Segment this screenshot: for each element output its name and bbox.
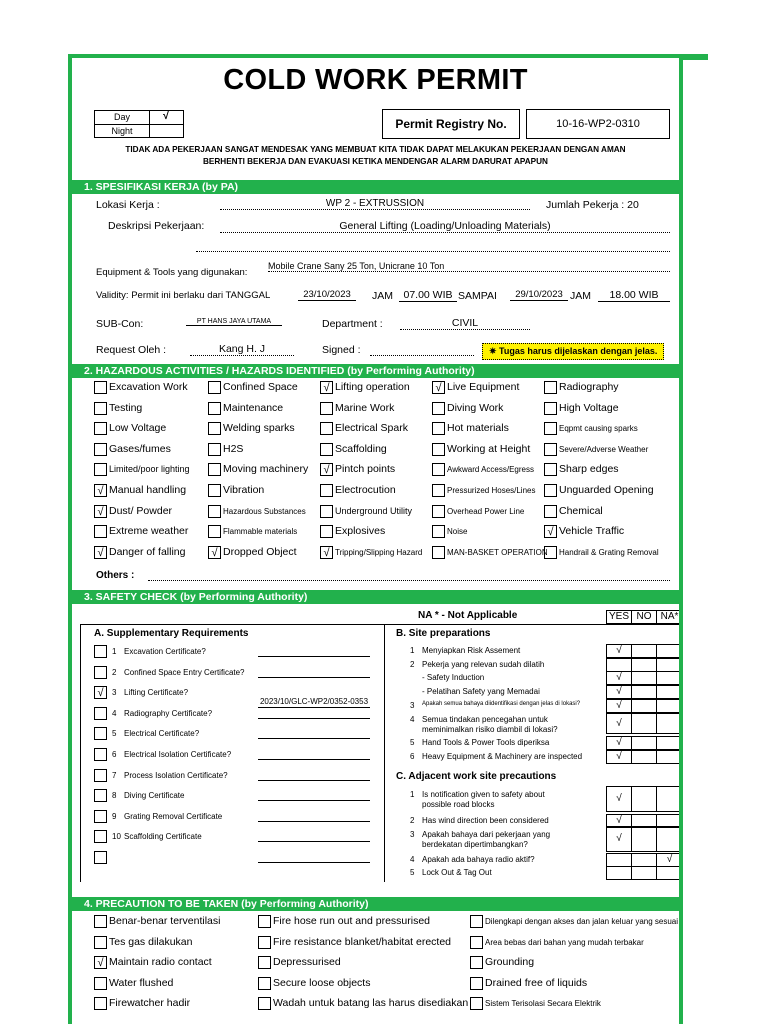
supplementary-label: Grating Removal Certificate (124, 811, 223, 821)
hazard-sharp-edges-checkbox[interactable] (544, 463, 557, 476)
na-cell[interactable] (657, 700, 682, 712)
department-field[interactable]: CIVIL (400, 317, 530, 330)
hazard-low-voltage-checkbox[interactable] (94, 422, 107, 435)
na-cell[interactable] (657, 867, 682, 879)
site-prep-title: B. Site preparations (396, 628, 491, 639)
hazard-man-basket-operation-label: MAN-BASKET OPERATION (447, 547, 548, 557)
precaution-tes-gas-dilakukan-label: Tes gas dilakukan (109, 935, 193, 948)
request-label: Request Oleh : (96, 344, 167, 356)
form-title: COLD WORK PERMIT (223, 64, 528, 96)
supplementary-checkbox[interactable] (94, 789, 107, 802)
check-number: 3 (410, 830, 415, 839)
hazard-overhead-power-line-label: Overhead Power Line (447, 506, 525, 516)
no-cell[interactable] (632, 672, 657, 684)
precaution-depressurised-checkbox[interactable] (258, 956, 271, 969)
precaution-secure-loose-objects-checkbox[interactable] (258, 977, 271, 990)
no-cell[interactable] (632, 787, 657, 811)
certificate-number-field[interactable] (258, 656, 370, 657)
hazard-pressurized-hoses-lines-checkbox[interactable] (432, 484, 445, 497)
hazard-hazardous-substances-label: Hazardous Substances (223, 506, 306, 516)
precaution-fire-hose-run-out-and-pressurised-checkbox[interactable] (258, 915, 271, 928)
na-header: NA* (660, 611, 679, 622)
hazard-awkward-access-egress-label: Awkward Access/Egress (447, 465, 534, 475)
precaution-firewatcher-hadir-label: Firewatcher hadir (109, 997, 191, 1010)
hazard-tripping-slipping-hazard-checkbox[interactable]: √ (320, 546, 333, 559)
others-label: Others : (96, 570, 135, 581)
hazard-welding-sparks-checkbox[interactable] (208, 422, 221, 435)
yes-cell[interactable]: √ (607, 751, 632, 763)
supplementary-label: Electrical Certificate? (124, 729, 200, 739)
check-label: - Safety Induction (422, 673, 485, 682)
day-label: Day (113, 112, 130, 122)
hazard-flammable-materials-checkbox[interactable] (208, 525, 221, 538)
na-cell[interactable] (657, 751, 682, 763)
no-cell[interactable] (632, 867, 657, 879)
yes-cell[interactable]: √ (607, 686, 632, 698)
hazard-noise-checkbox[interactable] (432, 525, 445, 538)
hazard-h2s-label: H2S (223, 442, 244, 455)
shift-table (94, 110, 184, 138)
supplementary-number: 10 (112, 832, 121, 842)
no-cell[interactable] (632, 827, 657, 851)
hazard-electrocution-label: Electrocution (335, 484, 396, 496)
precaution-depressurised-label: Depressurised (273, 956, 341, 969)
time-from[interactable]: 07.00 WIB (399, 289, 457, 302)
precaution-wadah-untuk-batang-las-harus-disediakan-label: Wadah untuk batang las harus disediakan (273, 997, 469, 1010)
supplementary-title: A. Supplementary Requirements (94, 628, 249, 639)
precaution-benar-benar-terventilasi-label: Benar-benar terventilasi (109, 915, 221, 927)
jam-label-2: JAM (570, 290, 591, 302)
yes-cell[interactable]: √ (607, 827, 632, 851)
hazard-vehicle-traffic-label: Vehicle Traffic (559, 525, 625, 538)
check-label: Is notification given to safety about (422, 790, 545, 799)
supplementary-number: 8 (112, 791, 117, 801)
check-cells (606, 713, 683, 734)
hazard-eqpmt-causing-sparks-checkbox[interactable] (544, 422, 557, 435)
hazard-underground-utility-checkbox[interactable] (320, 505, 333, 518)
supplementary-number: 1 (112, 647, 117, 656)
certificate-number-field[interactable] (258, 759, 370, 760)
hazard-diving-work-label: Diving Work (447, 401, 504, 414)
supplementary-checkbox[interactable] (94, 851, 107, 864)
yes-cell[interactable]: √ (607, 645, 632, 657)
check-label: Semua tindakan pencegahan untuk (422, 715, 548, 724)
hazard-explosives-label: Explosives (335, 525, 386, 538)
hazard-testing-checkbox[interactable] (94, 402, 107, 415)
precaution-area-bebas-dari-bahan-yang-mudah-terbakar-label: Area bebas dari bahan yang mudah terbakar (485, 937, 644, 947)
precaution-sistem-terisolasi-secara-elektrik-label: Sistem Terisolasi Secara Elektrik (485, 999, 601, 1009)
hazard-extreme-weather-checkbox[interactable] (94, 525, 107, 538)
hazard-working-at-height-label: Working at Height (447, 442, 531, 455)
yes-cell[interactable]: √ (607, 700, 632, 712)
check-cells (606, 826, 683, 852)
check-number: 6 (410, 752, 415, 761)
hazard-danger-of-falling-checkbox[interactable]: √ (94, 546, 107, 559)
certificate-number-field[interactable] (258, 738, 370, 739)
hazard-severe-adverse-weather-label: Severe/Adverse Weather (559, 444, 649, 454)
section-1-header: 1. SPESIFIKASI KERJA (by PA) (72, 180, 679, 194)
hazard-high-voltage-label: High Voltage (559, 401, 619, 414)
na-cell[interactable] (657, 659, 682, 671)
hazard-gases-fumes-checkbox[interactable] (94, 443, 107, 456)
yes-cell[interactable] (607, 659, 632, 671)
supplementary-label: Scaffolding Certificate (124, 832, 202, 842)
check-label: Lock Out & Tag Out (422, 868, 492, 877)
hazard-hazardous-substances-checkbox[interactable] (208, 505, 221, 518)
check-label: - Pelatihan Safety yang Memadai (422, 687, 540, 696)
instruction-note: ✷ Tugas harus dijelaskan dengan jelas. (482, 343, 664, 360)
supplementary-label: Electrical Isolation Certificate? (124, 750, 232, 759)
precaution-grounding-label: Grounding (485, 956, 535, 969)
check-number: 2 (410, 660, 415, 669)
precaution-fire-hose-run-out-and-pressurised-label: Fire hose run out and pressurised (273, 915, 431, 927)
na-legend: NA * - Not Applicable (418, 610, 518, 621)
precaution-wadah-untuk-batang-las-harus-disediakan-checkbox[interactable] (258, 997, 271, 1010)
check-label: Menyiapkan Risk Assement (422, 646, 521, 655)
subcon-label: SUB-Con: (96, 318, 144, 330)
hazard-welding-sparks-label: Welding sparks (223, 422, 295, 435)
hazard-underground-utility-label: Underground Utility (335, 505, 413, 516)
check-number: 5 (410, 868, 415, 877)
no-cell[interactable] (632, 854, 657, 866)
precaution-water-flushed-label: Water flushed (109, 976, 174, 989)
hazard-maintenance-checkbox[interactable] (208, 402, 221, 415)
time-to[interactable]: 18.00 WIB (598, 289, 670, 302)
hazard-lifting-operation-label: Lifting operation (335, 381, 410, 393)
precaution-drained-free-of-liquids-checkbox[interactable] (470, 977, 483, 990)
hazard-diving-work-checkbox[interactable] (432, 402, 445, 415)
deskripsi-field[interactable]: General Lifting (Loading/Unloading Materials) (220, 220, 670, 233)
hazard-dust-powder-label: Dust/ Powder (109, 504, 173, 517)
supplementary-checkbox[interactable] (94, 830, 107, 843)
supplementary-number: 7 (112, 770, 117, 780)
supplementary-checkbox[interactable] (94, 769, 107, 782)
adjacent-title: C. Adjacent work site precautions (396, 771, 557, 782)
hazard-electrocution-checkbox[interactable] (320, 484, 333, 497)
check-label: Hand Tools & Power Tools diperiksa (422, 738, 550, 747)
precaution-dilengkapi-dengan-akses-dan-jalan-keluar-yang-sesuai-label: Dilengkapi dengan akses dan jalan keluar yang sesuai (485, 917, 679, 926)
hazard-radiography-label: Radiography (559, 381, 619, 393)
hazard-lifting-operation-checkbox[interactable]: √ (320, 381, 333, 394)
lokasi-field[interactable]: WP 2 - EXTRUSSION (220, 198, 530, 210)
jam-label-1: JAM (372, 290, 393, 302)
hazard-gases-fumes-label: Gases/fumes (109, 442, 171, 455)
hazard-hot-materials-label: Hot materials (447, 422, 509, 435)
na-cell[interactable] (657, 787, 682, 811)
hazard-extreme-weather-label: Extreme weather (109, 525, 189, 538)
no-cell[interactable] (632, 659, 657, 671)
equipment-label: Equipment & Tools yang digunakan: (96, 267, 248, 278)
check-number: 4 (410, 855, 415, 864)
yes-cell[interactable]: √ (607, 787, 632, 811)
hazard-live-equipment-checkbox[interactable]: √ (432, 381, 445, 394)
supplementary-checkbox[interactable] (94, 666, 107, 679)
certificate-number-field[interactable] (258, 780, 370, 781)
yes-cell[interactable]: √ (607, 815, 632, 827)
hazard-manual-handling-label: Manual handling (109, 484, 187, 496)
check-cells (606, 685, 683, 699)
hazard-scaffolding-checkbox[interactable] (320, 443, 333, 456)
hazard-unguarded-opening-label: Unguarded Opening (559, 484, 654, 496)
check-cells (606, 866, 683, 880)
hazard-vehicle-traffic-checkbox[interactable]: √ (544, 525, 557, 538)
supplementary-checkbox[interactable] (94, 707, 107, 720)
check-header (606, 610, 683, 624)
certificate-number-field[interactable] (258, 800, 370, 801)
no-cell[interactable] (632, 737, 657, 749)
certificate-number-field[interactable] (258, 677, 370, 678)
check-cells (606, 853, 683, 867)
hazard-high-voltage-checkbox[interactable] (544, 402, 557, 415)
section-3-header: 3. SAFETY CHECK (by Performing Authority) (72, 590, 679, 604)
hazard-eqpmt-causing-sparks-label: Eqpmt causing sparks (559, 424, 638, 434)
supplementary-number: 3 (112, 688, 117, 698)
hazard-hot-materials-checkbox[interactable] (432, 422, 445, 435)
hazard-vibration-checkbox[interactable] (208, 484, 221, 497)
supplementary-checkbox[interactable] (94, 810, 107, 823)
supplementary-label: Diving Certificate (124, 791, 185, 801)
no-header: NO (632, 611, 657, 623)
section-2-header: 2. HAZARDOUS ACTIVITIES / HAZARDS IDENTIFIED (by Performing Authority) (72, 364, 679, 378)
section-4-header: 4. PRECAUTION TO BE TAKEN (by Performing Authority) (72, 897, 679, 911)
precaution-tes-gas-dilakukan-checkbox[interactable] (94, 936, 107, 949)
hazard-pressurized-hoses-lines-label: Pressurized Hoses/Lines (447, 486, 536, 495)
na-cell[interactable] (657, 714, 682, 733)
supplementary-label: Excavation Certificate? (124, 647, 206, 656)
check-number: 1 (410, 646, 415, 655)
permit-form (68, 54, 683, 1024)
check-label: Apakah semua bahaya diidentifikasi dengan jelas di lokasi? (422, 701, 581, 707)
supplementary-label: Process Isolation Certificate? (124, 770, 228, 780)
precaution-benar-benar-terventilasi-checkbox[interactable] (94, 915, 107, 928)
yes-cell[interactable]: √ (607, 672, 632, 684)
check-number: 1 (410, 790, 415, 799)
na-cell[interactable] (657, 686, 682, 698)
hazard-danger-of-falling-label: Danger of falling (109, 545, 186, 558)
no-cell[interactable] (632, 700, 657, 712)
hazard-moving-machinery-checkbox[interactable] (208, 463, 221, 476)
yes-cell[interactable] (607, 867, 632, 879)
date-from[interactable]: 23/10/2023 (298, 289, 356, 301)
hazard-handrail-grating-removal-label: Handrail & Grating Removal (559, 547, 659, 557)
precaution-firewatcher-hadir-checkbox[interactable] (94, 997, 107, 1010)
hazard-severe-adverse-weather-checkbox[interactable] (544, 443, 557, 456)
certificate-number-field[interactable] (258, 821, 370, 822)
check-cells (606, 658, 683, 672)
certificate-number-field[interactable] (258, 841, 370, 842)
na-cell[interactable]: √ (666, 854, 673, 865)
yes-cell[interactable]: √ (607, 714, 632, 733)
equipment-field[interactable]: Mobile Crane Sany 25 Ton, Unicrane 10 Ton (268, 261, 670, 272)
supplementary-number: 6 (112, 750, 117, 759)
check-number: 4 (410, 715, 415, 724)
precaution-fire-resistance-blanket-habitat-erected-checkbox[interactable] (258, 936, 271, 949)
certificate-number-field[interactable] (258, 862, 370, 863)
no-cell[interactable] (632, 686, 657, 698)
precaution-maintain-radio-contact-checkbox[interactable]: √ (94, 956, 107, 969)
hazard-manual-handling-checkbox[interactable]: √ (94, 484, 107, 497)
check-cells (606, 671, 683, 685)
signed-label: Signed : (322, 344, 361, 356)
supplementary-checkbox[interactable] (94, 645, 107, 658)
hazard-scaffolding-label: Scaffolding (335, 442, 387, 455)
check-label-2: berdekatan dipertimbangkan? (422, 840, 528, 849)
hazard-awkward-access-egress-checkbox[interactable] (432, 463, 445, 476)
hazard-h2s-checkbox[interactable] (208, 443, 221, 456)
supplementary-number: 5 (112, 729, 117, 739)
check-label: Pekerja yang relevan sudah dilatih (422, 660, 545, 669)
request-field[interactable]: Kang H. J (190, 343, 294, 356)
warning-line-1: TIDAK ADA PEKERJAAN SANGAT MENDESAK YANG MEMBUAT KITA TIDAK DAPAT MELAKUKAN PEKERJAAN DENGAN AMAN (125, 145, 626, 154)
hazard-moving-machinery-label: Moving machinery (223, 463, 309, 476)
certificate-number-field[interactable] (258, 718, 370, 719)
na-cell[interactable] (657, 737, 682, 749)
check-label-2: possible road blocks (422, 800, 495, 809)
supplementary-number: 2 (112, 667, 117, 677)
check-cells (606, 699, 683, 713)
hazard-explosives-checkbox[interactable] (320, 525, 333, 538)
supplementary-label: Radiography Certificate? (124, 708, 213, 718)
hazard-handrail-grating-removal-checkbox[interactable] (544, 546, 557, 559)
hazard-dropped-object-checkbox[interactable]: √ (208, 546, 221, 559)
hazard-dust-powder-checkbox[interactable]: √ (94, 505, 107, 518)
precaution-dilengkapi-dengan-akses-dan-jalan-keluar-yang-sesuai-checkbox[interactable] (470, 915, 483, 928)
precaution-water-flushed-checkbox[interactable] (94, 977, 107, 990)
yes-cell[interactable]: √ (607, 737, 632, 749)
hazard-limited-poor-lighting-checkbox[interactable] (94, 463, 107, 476)
precaution-sistem-terisolasi-secara-elektrik-checkbox[interactable] (470, 997, 483, 1010)
hazard-limited-poor-lighting-label: Limited/poor lighting (109, 464, 190, 475)
check-number: 2 (410, 816, 415, 825)
hazard-maintenance-label: Maintenance (223, 401, 284, 414)
na-cell[interactable] (657, 672, 682, 684)
department-label: Department : (322, 318, 383, 330)
check-number: 3 (410, 701, 415, 710)
hazard-marine-work-label: Marine Work (335, 401, 395, 414)
supplementary-checkbox[interactable] (94, 727, 107, 740)
sampai-label: SAMPAI (458, 290, 497, 302)
lokasi-label: Lokasi Kerja : (96, 199, 160, 211)
supplementary-number: 4 (112, 708, 117, 718)
check-label: Has wind direction been considered (422, 816, 549, 825)
supplementary-label: Lifting Certificate? (124, 688, 189, 698)
deskripsi-line-2[interactable] (196, 240, 670, 252)
no-cell[interactable] (632, 714, 657, 733)
hazard-testing-label: Testing (109, 401, 143, 414)
jumlah-pekerja: Jumlah Pekerja : 20 (546, 199, 639, 211)
precaution-grounding-checkbox[interactable] (470, 956, 483, 969)
validity-label: Validity: Permit ini berlaku dari TANGGAL (96, 290, 271, 301)
precaution-area-bebas-dari-bahan-yang-mudah-terbakar-checkbox[interactable] (470, 936, 483, 949)
hazard-excavation-work-label: Excavation Work (109, 381, 188, 393)
precaution-maintain-radio-contact-label: Maintain radio contact (109, 956, 212, 969)
supplementary-checkbox[interactable] (94, 748, 107, 761)
check-label: Heavy Equipment & Machinery are inspected (422, 752, 583, 761)
check-number: 5 (410, 738, 415, 747)
check-label-2: meminimalkan risiko diambil di lokasi? (422, 725, 558, 734)
hazard-overhead-power-line-checkbox[interactable] (432, 505, 445, 518)
warning-text (72, 144, 679, 168)
na-cell[interactable] (657, 645, 682, 657)
check-cells (606, 736, 683, 750)
hazard-pintch-points-checkbox[interactable]: √ (320, 463, 333, 476)
hazard-confined-space-label: Confined Space (223, 381, 298, 393)
hazard-electrical-spark-label: Electrical Spark (335, 422, 408, 435)
supplementary-label: Confined Space Entry Certificate? (124, 667, 245, 677)
registry-value[interactable]: 10-16-WP2-0310 (526, 109, 670, 139)
subcon-field[interactable]: PT HANS JAYA UTAMA (186, 318, 282, 326)
hazard-working-at-height-checkbox[interactable] (432, 443, 445, 456)
hazard-excavation-work-checkbox[interactable] (94, 381, 107, 394)
supplementary-checkbox[interactable]: √ (94, 686, 107, 699)
hazard-marine-work-checkbox[interactable] (320, 402, 333, 415)
yes-cell[interactable] (607, 854, 632, 866)
others-field[interactable] (148, 569, 670, 581)
hazard-flammable-materials-label: Flammable materials (223, 527, 298, 537)
hazard-tripping-slipping-hazard-label: Tripping/Slipping Hazard (335, 547, 423, 557)
date-to[interactable]: 29/10/2023 (510, 289, 568, 301)
hazard-noise-label: Noise (447, 527, 468, 537)
hazard-chemical-checkbox[interactable] (544, 505, 557, 518)
hazard-sharp-edges-label: Sharp edges (559, 463, 619, 476)
yes-header: YES (607, 611, 632, 623)
check-cells (606, 786, 683, 812)
hazard-electrical-spark-checkbox[interactable] (320, 422, 333, 435)
check-cells (606, 644, 683, 658)
check-cells (606, 750, 683, 764)
day-check[interactable]: √ (162, 110, 170, 122)
check-label: Apakah bahaya dari pekerjaan yang (422, 830, 551, 839)
hazard-radiography-checkbox[interactable] (544, 381, 557, 394)
na-cell[interactable] (657, 827, 682, 851)
check-label: Apakah ada bahaya radio aktif? (422, 855, 535, 864)
precaution-fire-resistance-blanket-habitat-erected-label: Fire resistance blanket/habitat erected (273, 935, 452, 948)
no-cell[interactable] (632, 645, 657, 657)
hazard-unguarded-opening-checkbox[interactable] (544, 484, 557, 497)
hazard-pintch-points-label: Pintch points (335, 463, 396, 476)
registry-label: Permit Registry No. (382, 109, 520, 139)
no-cell[interactable] (632, 751, 657, 763)
hazard-chemical-label: Chemical (559, 504, 603, 517)
supplementary-number: 9 (112, 811, 117, 821)
signed-field[interactable] (370, 343, 474, 356)
precaution-secure-loose-objects-label: Secure loose objects (273, 976, 371, 989)
hazard-low-voltage-label: Low Voltage (109, 422, 167, 435)
precaution-drained-free-of-liquids-label: Drained free of liquids (485, 976, 588, 989)
warning-line-2: BERHENTI BEKERJA DAN EVAKUASI KETIKA MENDENGAR ALARM DARURAT APAPUN (203, 157, 548, 166)
hazard-confined-space-checkbox[interactable] (208, 381, 221, 394)
hazard-dropped-object-label: Dropped Object (223, 545, 297, 558)
deskripsi-label: Deskripsi Pekerjaan: (108, 220, 205, 232)
night-label: Night (111, 126, 133, 136)
certificate-number-field[interactable]: 2023/10/GLC-WP2/0352-0353 (259, 697, 369, 707)
hazard-man-basket-operation-checkbox[interactable] (432, 546, 445, 559)
hazard-live-equipment-label: Live Equipment (447, 381, 520, 393)
hazard-vibration-label: Vibration (223, 484, 265, 496)
